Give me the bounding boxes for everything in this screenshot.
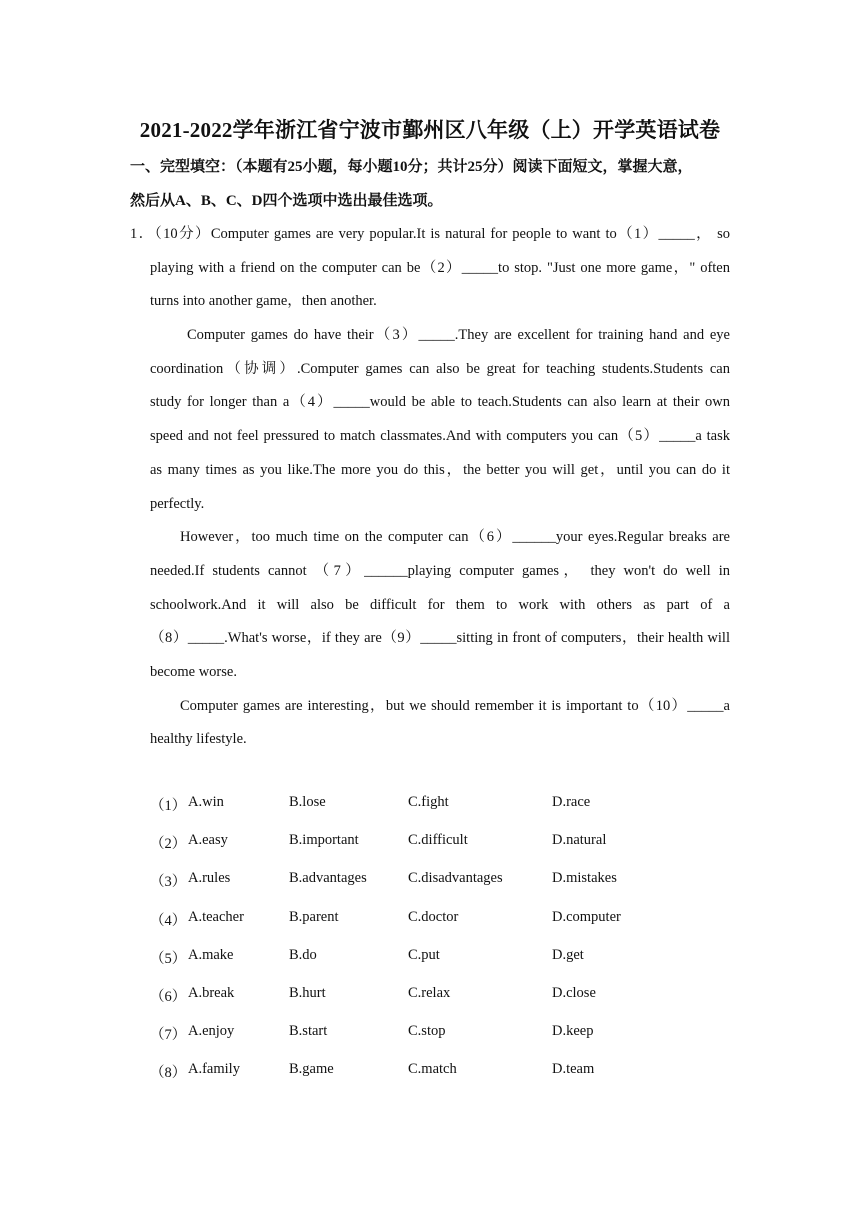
- option-b: B.important: [289, 832, 359, 849]
- option-a: A.break: [188, 984, 235, 1001]
- option-d: D.race: [552, 794, 591, 810]
- option-b: B.lose: [289, 794, 326, 810]
- option-c: C.fight: [408, 794, 449, 810]
- option-a: A.make: [188, 946, 234, 963]
- option-d: D.get: [552, 946, 584, 963]
- passage-line: Computer games are interesting，but we should remember it is important to（10）_____a: [180, 697, 730, 714]
- passage-line: 1．（10分）Computer games are very popular.It is natural for people to want to（1）_____， so: [130, 226, 730, 242]
- question-number: （1）: [150, 798, 187, 814]
- option-c: C.difficult: [408, 832, 468, 849]
- option-d: D.computer: [552, 908, 621, 925]
- passage-line: speed and not feel pressured to match classmates.And with computers you can（5）_____a task: [150, 428, 730, 445]
- option-b: B.hurt: [289, 984, 326, 1001]
- option-d: D.mistakes: [552, 870, 617, 887]
- passage-line: healthy lifestyle.: [150, 731, 247, 748]
- section-instruction-line-1: 一、完型填空：（本题有25小题，每小题10分；共计25分）阅读下面短文，掌握大意，: [130, 159, 693, 175]
- passage-line: coordination（协调）.Computer games can also be great for teaching students.Students can: [150, 360, 730, 377]
- document-title: 2021-2022学年浙江省宁波市鄞州区八年级（上）开学英语试卷: [139, 118, 721, 142]
- option-b: B.advantages: [289, 870, 367, 887]
- passage-line: study for longer than a（4）_____would be able to teach.Students can also learn at their own: [150, 394, 730, 411]
- question-number: （4）: [150, 912, 187, 929]
- option-b: B.start: [289, 1023, 328, 1040]
- option-a: A.win: [188, 794, 224, 810]
- option-a: A.rules: [188, 870, 231, 887]
- option-a: A.family: [188, 1061, 240, 1078]
- option-c: C.stop: [408, 1023, 446, 1040]
- passage-line: perfectly.: [150, 495, 205, 512]
- passage-line: become worse.: [150, 663, 237, 680]
- question-number: （8）: [150, 1065, 187, 1082]
- passage-line: However，too much time on the computer can（6）______your eyes.Regular breaks are: [180, 529, 730, 546]
- option-c: C.doctor: [408, 908, 459, 925]
- question-number: （5）: [150, 950, 187, 967]
- question-number: （2）: [150, 836, 187, 853]
- option-b: B.game: [289, 1061, 334, 1078]
- option-a: A.teacher: [188, 908, 244, 925]
- passage-line: playing with a friend on the computer can be（2）_____to stop. "Just one more game，" often: [150, 259, 730, 276]
- option-b: B.parent: [289, 908, 339, 925]
- option-d: D.team: [552, 1061, 595, 1078]
- question-number: （7）: [150, 1027, 187, 1044]
- option-c: C.disadvantages: [408, 870, 503, 887]
- option-a: A.enjoy: [188, 1023, 235, 1040]
- passage-line: Computer games do have their（3）_____.They are excellent for training hand and eye: [187, 327, 730, 344]
- option-a: A.easy: [188, 832, 228, 849]
- option-d: D.close: [552, 984, 596, 1001]
- question-number: （3）: [150, 874, 187, 891]
- option-d: D.natural: [552, 832, 607, 849]
- question-number: （6）: [150, 988, 187, 1005]
- option-c: C.relax: [408, 984, 451, 1001]
- passage-line: schoolwork.And it will also be difficult for them to work with others as part of a: [150, 596, 730, 613]
- option-c: C.put: [408, 946, 440, 963]
- option-b: B.do: [289, 946, 317, 963]
- passage-line: turns into another game，then another.: [150, 293, 377, 310]
- reading-passage: [130, 218, 730, 757]
- passage-line: needed.If students cannot （7）______playing computer games， they won't do well in: [150, 562, 730, 579]
- option-c: C.match: [408, 1061, 457, 1078]
- section-heading: [130, 150, 730, 218]
- option-d: D.keep: [552, 1023, 594, 1040]
- passage-line: as many times as you like.The more you do this，the better you will get，until you can do it: [150, 461, 730, 478]
- section-instruction-line-2: 然后从A、B、C、D四个选项中选出最佳选项。: [130, 193, 443, 209]
- passage-line: （8）_____.What's worse，if they are（9）_____sitting in front of computers，their health will: [150, 630, 730, 647]
